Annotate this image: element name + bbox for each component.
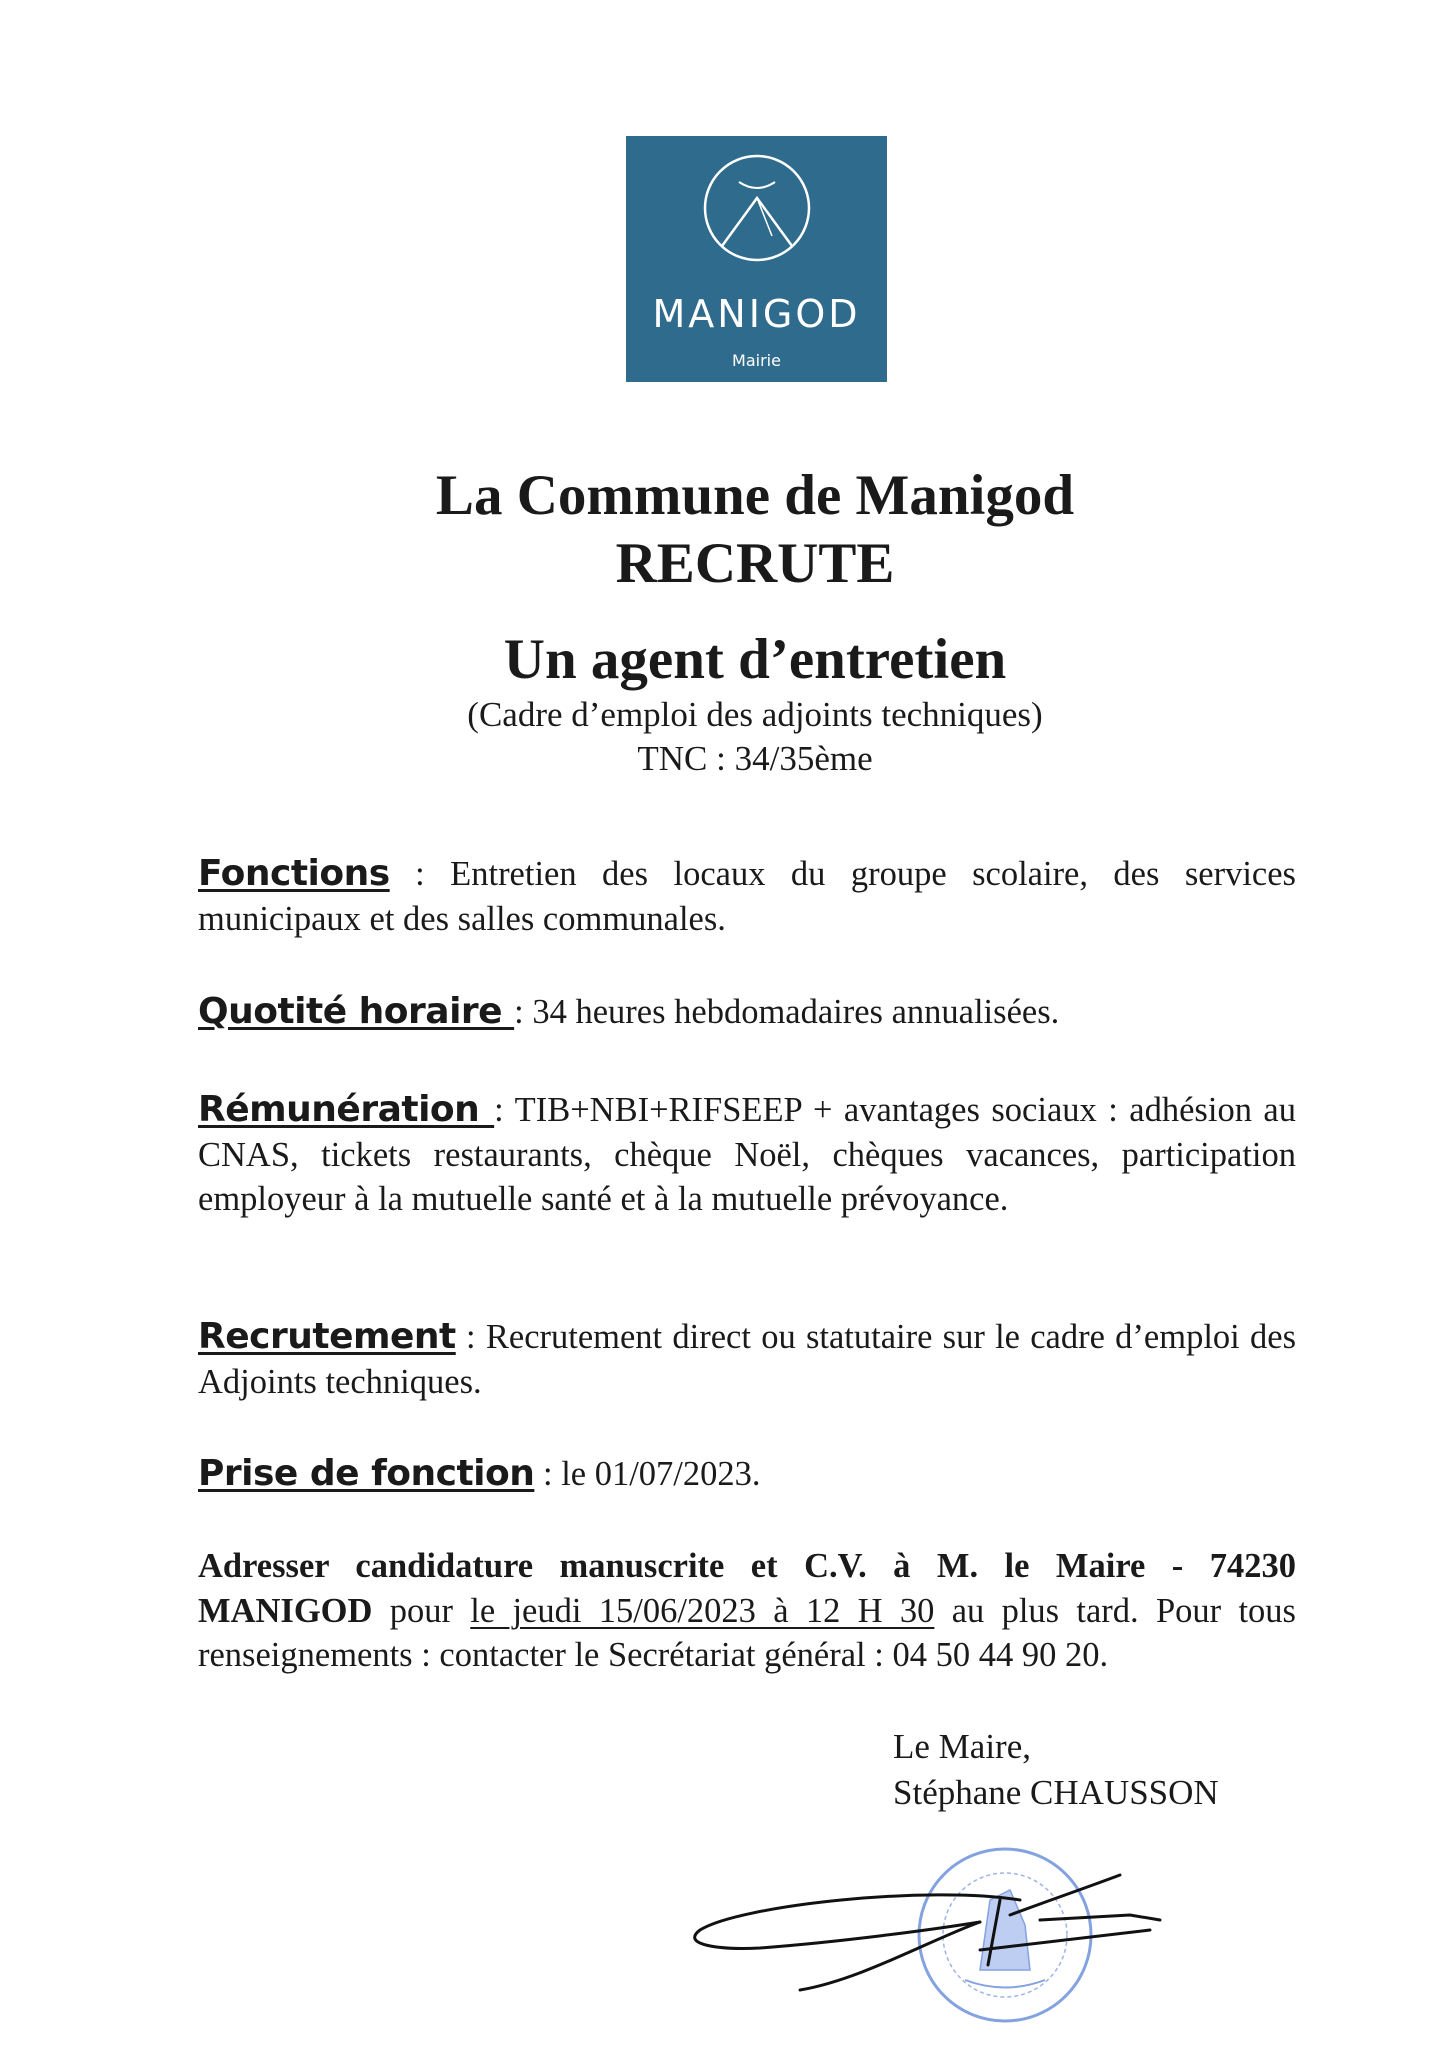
title-recrute: RECRUTE: [615, 532, 895, 595]
job-subtitle: (Cadre d’emploi des adjoints techniques): [467, 695, 1043, 734]
section-text: Recrutement direct ou statutaire sur le cadre d’emploi des Adjoints techniques.: [198, 1318, 1296, 1401]
application-contact: au plus tard. Pour tous renseignements : contacter le Secrétariat général : 04 50 44 90 20.: [198, 1591, 1296, 1674]
mountain-circle-icon: [626, 136, 887, 296]
section-label: Quotité horaire: [198, 991, 515, 1032]
application-deadline: le jeudi 15/06/2023 à 12 H 30: [470, 1591, 935, 1630]
stamp-and-signature: [680, 1830, 1200, 2040]
section-label: Fonctions: [198, 853, 390, 894]
section-recrutement: [198, 1315, 1296, 1404]
separator: :: [389, 855, 451, 893]
logo-name: MANIGOD: [652, 292, 861, 336]
section-label: Recrutement: [198, 1316, 456, 1357]
section-text: Entretien des locaux du groupe scolaire, des services municipaux et des salles communales.: [198, 855, 1296, 938]
signature-name: Stéphane CHAUSSON: [893, 1773, 1219, 1812]
section-quotite: [198, 990, 1296, 1035]
tnc-line: TNC : 34/35ème: [637, 739, 873, 778]
section-fonctions: [198, 852, 1296, 941]
manigod-logo: [626, 136, 887, 382]
job-title: Un agent d’entretien: [503, 628, 1007, 691]
text: pour: [372, 1591, 471, 1630]
application-instructions: [198, 1544, 1296, 1678]
section-text: 34 heures hebdomadaires annualisées.: [532, 993, 1060, 1031]
section-prise-de-fonction: [198, 1452, 1296, 1497]
section-label: Rémunération: [198, 1089, 495, 1130]
separator: :: [514, 993, 533, 1031]
separator: :: [534, 1455, 562, 1493]
logo-subtitle: Mairie: [732, 351, 781, 370]
section-remuneration: [198, 1088, 1296, 1222]
signature-title: Le Maire,: [893, 1727, 1031, 1766]
title-commune: La Commune de Manigod: [435, 464, 1075, 527]
section-text: le 01/07/2023.: [561, 1455, 761, 1493]
section-label: Prise de fonction: [198, 1453, 535, 1494]
section-text: TIB+NBI+RIFSEEP + avantages sociaux : adhésion au CNAS, tickets restaurants, chèque Noël, chèques vacances, participation employeur à la mutuelle santé et à la mutuelle prévoyance.: [198, 1091, 1296, 1218]
separator: :: [455, 1318, 486, 1356]
application-address: Adresser candidature manuscrite et C.V. à M. le Maire - 74230 MANIGOD: [198, 1547, 1296, 1630]
separator: :: [494, 1091, 515, 1129]
